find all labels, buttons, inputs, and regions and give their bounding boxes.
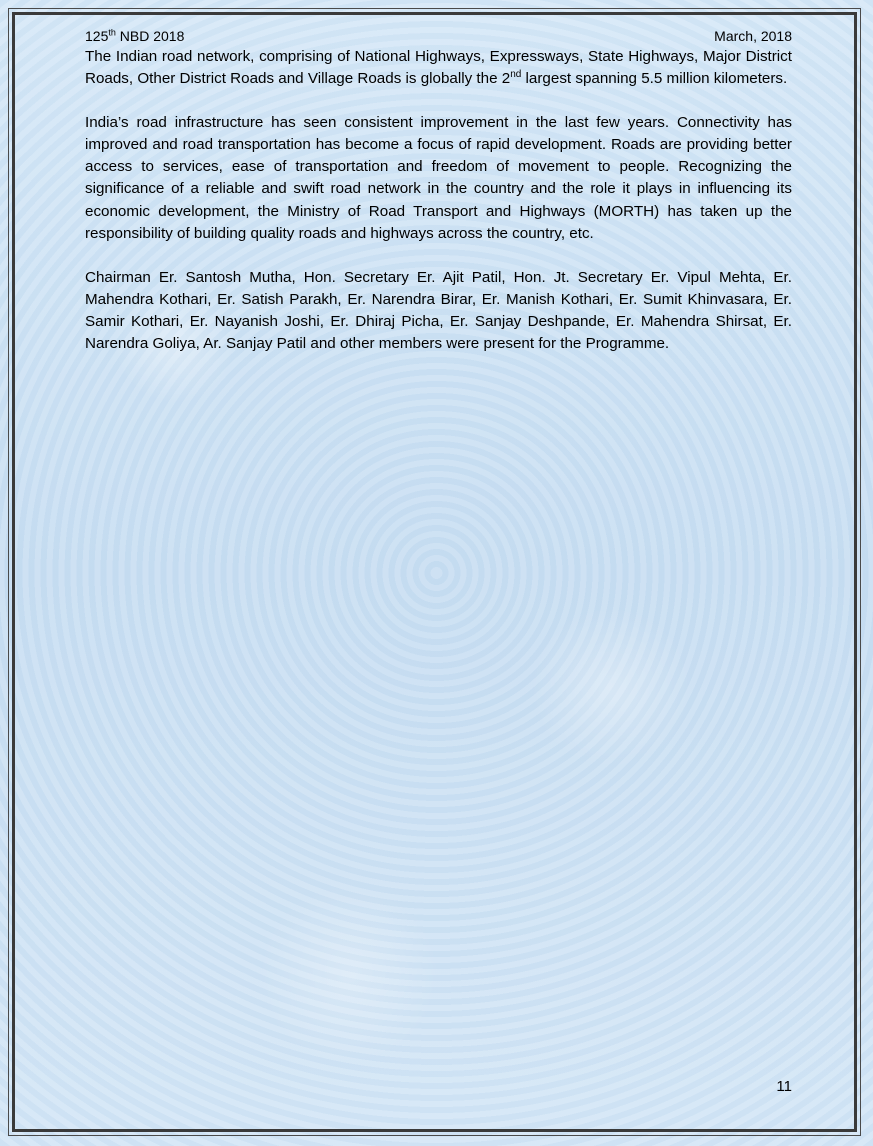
edition-suffix: th [108,27,116,38]
paragraph-road-network-part2: largest spanning 5.5 million kilometers. [521,70,788,88]
page-header [85,26,792,46]
header-edition [85,26,184,46]
paragraph-attendees: Chairman Er. Santosh Mutha, Hon. Secretary Er. Ajit Patil, Hon. Jt. Secretary Er. Vipul Mehta, Er. Mahendra Kothari, Er. Satish Parakh, Er. Narendra Birar, Er. Manish Kothari, Er. Sumit Khinvasara, Er. Samir Kothari, Er. Nayanish Joshi, Er. Dhiraj Picha, Er. Sanjay Deshpande, Er. Mahendra Shirsat, Er. Narendra Goliya, Ar. Sanjay Patil and other members were present for the Programme. [85,268,792,353]
page-number: 11 [776,1078,792,1095]
paragraph-infrastructure: India’s road infrastructure has seen consistent improvement in the last few years. Connectivity has improved and road transportation has become a focus of rapid development. Roads are providing better access to services, ease of transportation and freedom of movement to people. Recognizing the significance of a reliable and swift road network in the country and the role it plays in influencing its economic development, the Ministry of Road Transport and Highways (MORTH) has taken up the responsibility of building quality roads and highways across the country, etc. [85,114,792,242]
paragraph-road-network [85,46,792,90]
paragraph-road-network-part1: The Indian road network, comprising of National Highways, Expressways, State Highways, Major District Roads, Other District Roads and Village Roads is globally the 2 [85,48,792,88]
header-date: March, 2018 [714,28,792,44]
edition-text: NBD 2018 [115,28,185,44]
body-content [85,46,792,377]
edition-number: 125 [85,28,109,44]
ordinal-suffix: nd [510,69,522,81]
